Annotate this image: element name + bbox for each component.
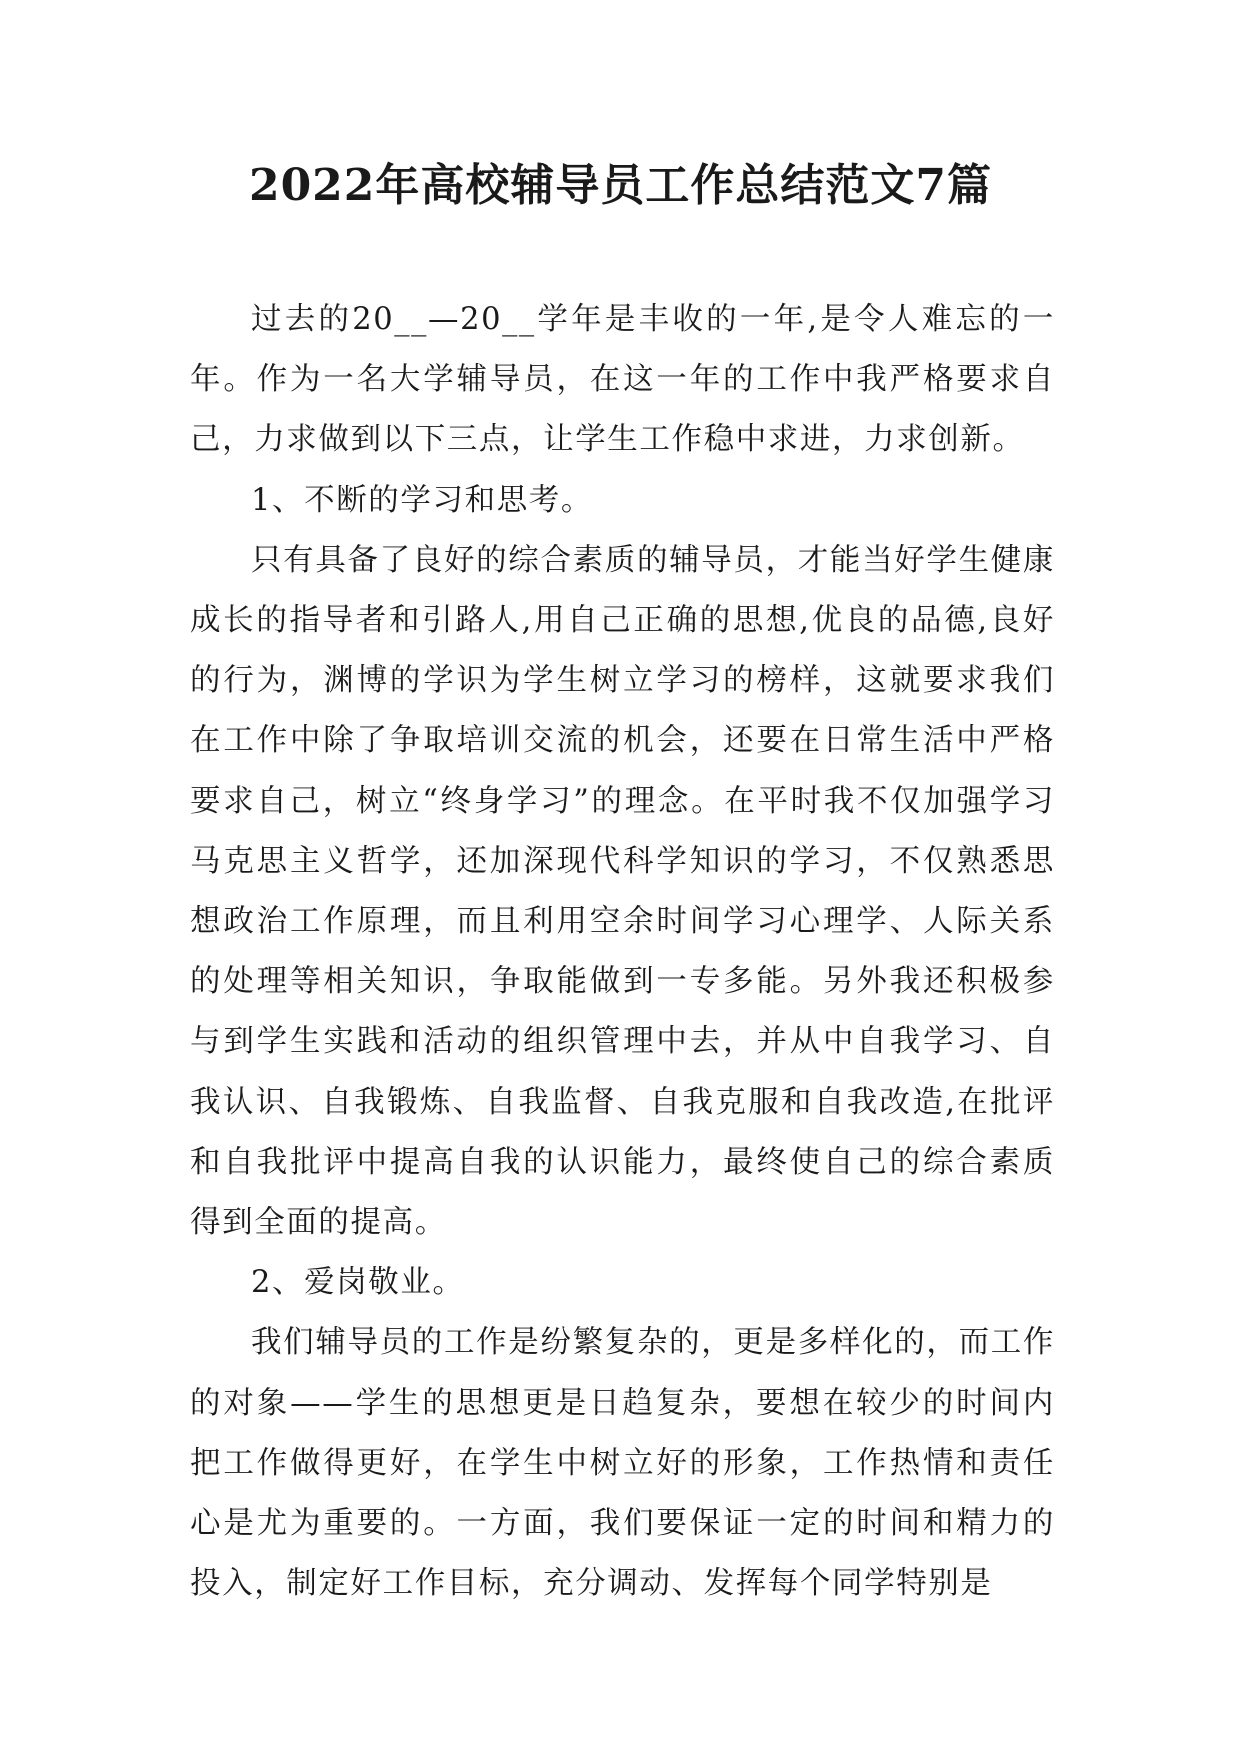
section-heading-1: 1、不断的学习和思考。 — [251, 482, 594, 518]
paragraph-intro: 过去的20__—20__学年是丰收的一年,是令人难忘的一年。作为一名大学辅导员，在这一年的工作中我严格要求自己，力求做到以下三点，让学生工作稳中求进，力求创新。 — [190, 302, 1055, 458]
paragraph-dedication: 我们辅导员的工作是纷繁复杂的，更是多样化的，而工作的对象——学生的思想更是日趋复杂，要想在较少的时间内把工作做得更好，在学生中树立好的形象，工作热情和责任心是尤为重要的。一方面，我们要保证一定的时间和精力的投入，制定好工作目标，充分调动、发挥每个同学特别是 — [190, 1325, 1055, 1602]
section-heading-2: 2、爱岗敬业。 — [251, 1265, 465, 1301]
paragraph-learning: 只有具备了良好的综合素质的辅导员，才能当好学生健康成长的指导者和引路人,用自己正确的思想,优良的品德,良好的行为，渊博的学识为学生树立学习的榜样，这就要求我们在工作中除了争取培训交流的机会，还要在日常生活中严格要求自己，树立“终身学习”的理念。在平时我不仅加强学习马克思主义哲学，还加深现代科学知识的学习，不仅熟悉思想政治工作原理，而且利用空余时间学习心理学、人际关系的处理等相关知识，争取能做到一专多能。另外我还积极参与到学生实践和活动的组织管理中去，并从中自我学习、自我认识、自我锻炼、自我监督、自我克服和自我改造,在批评和自我批评中提高自我的认识能力，最终使自己的综合素质得到全面的提高。 — [190, 542, 1055, 1241]
document-title: 2022年高校辅导员工作总结范文7篇 — [248, 160, 993, 211]
document-body — [190, 290, 1055, 1614]
